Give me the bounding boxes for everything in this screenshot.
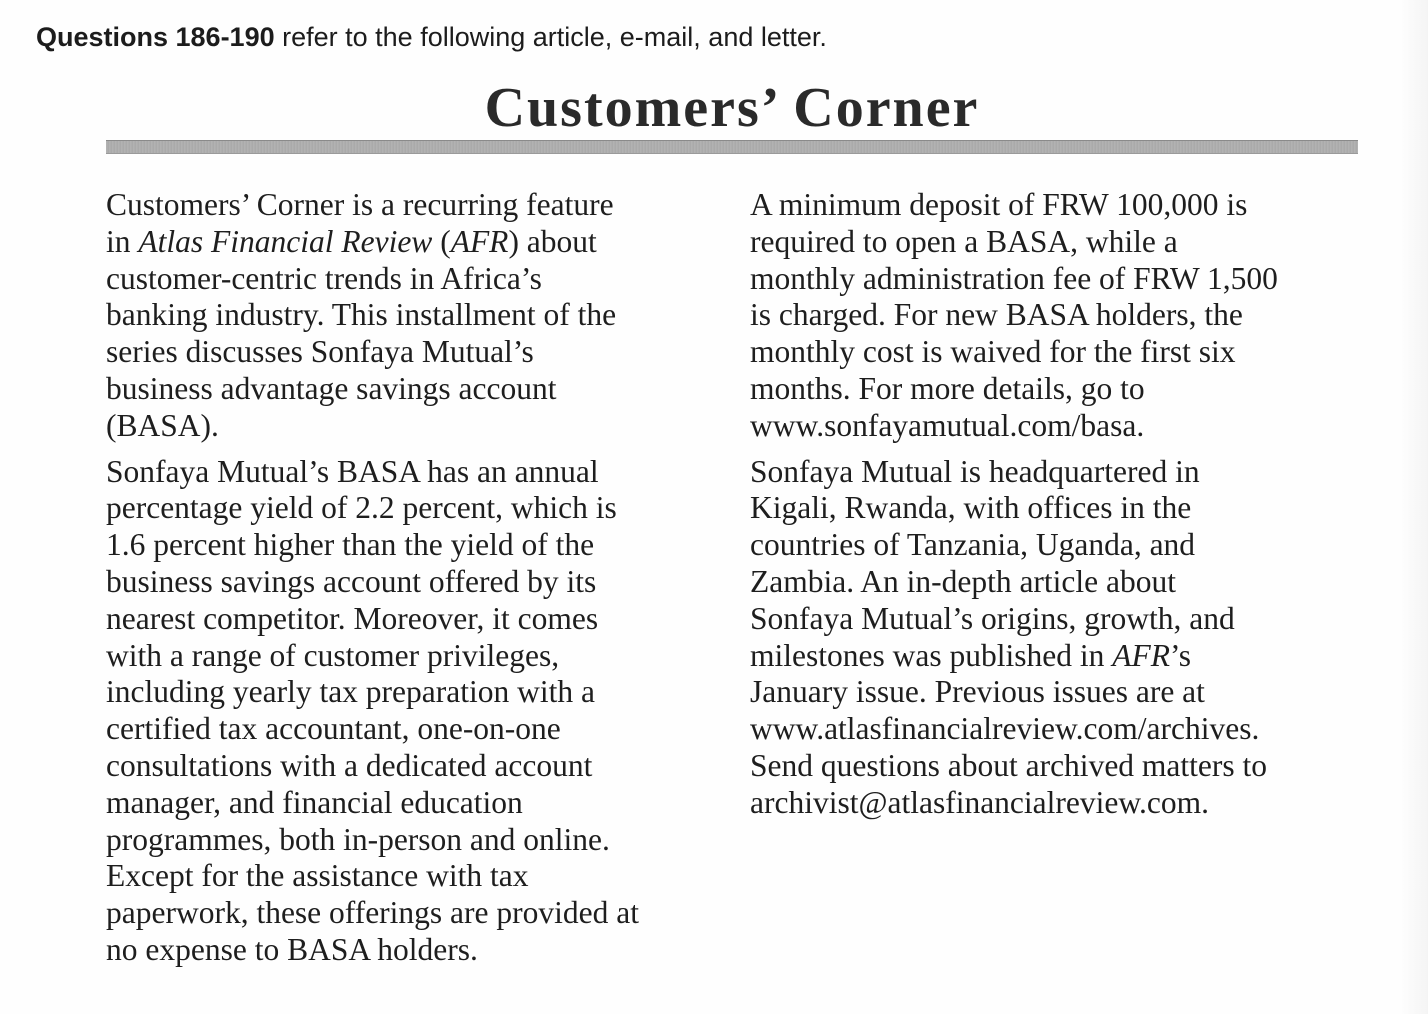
- text-line: monthly cost is waived for the first six: [750, 334, 1236, 370]
- text-line: Except for the assistance with tax: [106, 858, 529, 894]
- text-line: consultations with a dedicated account: [106, 747, 593, 783]
- text-line: business advantage savings account: [106, 370, 557, 406]
- instruction-text: refer to the following article, e-mail, and letter.: [274, 22, 827, 52]
- text-line: Sonfaya Mutual is headquartered in: [750, 453, 1200, 489]
- text-line: countries of Tanzania, Uganda, and: [750, 527, 1196, 563]
- text-line: (BASA).: [106, 407, 219, 443]
- text-line: 1.6 percent higher than the yield of the: [106, 527, 595, 563]
- text-run: ’s: [1169, 637, 1191, 673]
- paragraph-fees: [750, 187, 1350, 445]
- paragraph-basa-benefits: [106, 454, 706, 969]
- text-line: series discusses Sonfaya Mutual’s: [106, 334, 534, 370]
- text-line: is charged. For new BASA holders, the: [750, 297, 1243, 333]
- article-right-column: [750, 187, 1350, 831]
- text-line: banking industry. This installment of the: [106, 297, 617, 333]
- publication-abbrev: AFR: [1112, 637, 1170, 673]
- text-line: nearest competitor. Moreover, it comes: [106, 600, 599, 636]
- text-line: manager, and financial education: [106, 784, 523, 820]
- paragraph-intro: [106, 187, 706, 445]
- text-line: Sonfaya Mutual’s BASA has an annual: [106, 453, 599, 489]
- text-run: milestones was published in: [750, 637, 1113, 673]
- text-run: ) about: [508, 223, 597, 259]
- question-range: Questions 186-190: [36, 22, 275, 52]
- text-line: certified tax accountant, one-on-one: [106, 711, 561, 747]
- text-line: business savings account offered by its: [106, 563, 597, 599]
- text-line: customer-centric trends in Africa’s: [106, 260, 542, 296]
- headline-divider: [106, 140, 1358, 154]
- text-line: Send questions about archived matters to: [750, 747, 1268, 783]
- text-line: archivist@atlasfinancialreview.com.: [750, 784, 1210, 820]
- text-line: Zambia. An in-depth article about: [750, 563, 1176, 599]
- article-left-column: [106, 187, 706, 978]
- text-line: Kigali, Rwanda, with offices in the: [750, 490, 1192, 526]
- article-headline: Customers’ Corner: [484, 77, 980, 139]
- text-line: with a range of customer privileges,: [106, 637, 560, 673]
- text-line: programmes, both in-person and online.: [106, 821, 610, 857]
- text-line: required to open a BASA, while a: [750, 223, 1178, 259]
- text-line: www.sonfayamutual.com/basa.: [750, 407, 1145, 443]
- text-line: percentage yield of 2.2 percent, which is: [106, 490, 617, 526]
- paragraph-headquarters: [750, 454, 1350, 822]
- text-line: January issue. Previous issues are at: [750, 674, 1205, 710]
- text-line: Sonfaya Mutual’s origins, growth, and: [750, 600, 1235, 636]
- text-line: months. For more details, go to: [750, 370, 1145, 406]
- text-run: in: [106, 223, 139, 259]
- text-line: Customers’ Corner is a recurring feature: [106, 187, 614, 222]
- text-line: monthly administration fee of FRW 1,500: [750, 260, 1278, 296]
- text-line: including yearly tax preparation with a: [106, 674, 595, 710]
- text-run: (: [432, 223, 451, 259]
- publication-abbrev: AFR: [450, 223, 509, 259]
- text-line: [750, 638, 1350, 675]
- scan-edge-shadow: [1400, 0, 1428, 1014]
- text-line: no expense to BASA holders.: [106, 931, 478, 967]
- text-line: [106, 224, 706, 261]
- text-line: www.atlasfinancialreview.com/archives.: [750, 711, 1260, 747]
- text-line: paperwork, these offerings are provided at: [106, 895, 639, 931]
- publication-title: Atlas Financial Review: [138, 223, 433, 259]
- question-instruction: [36, 22, 827, 53]
- text-line: A minimum deposit of FRW 100,000 is: [750, 187, 1248, 222]
